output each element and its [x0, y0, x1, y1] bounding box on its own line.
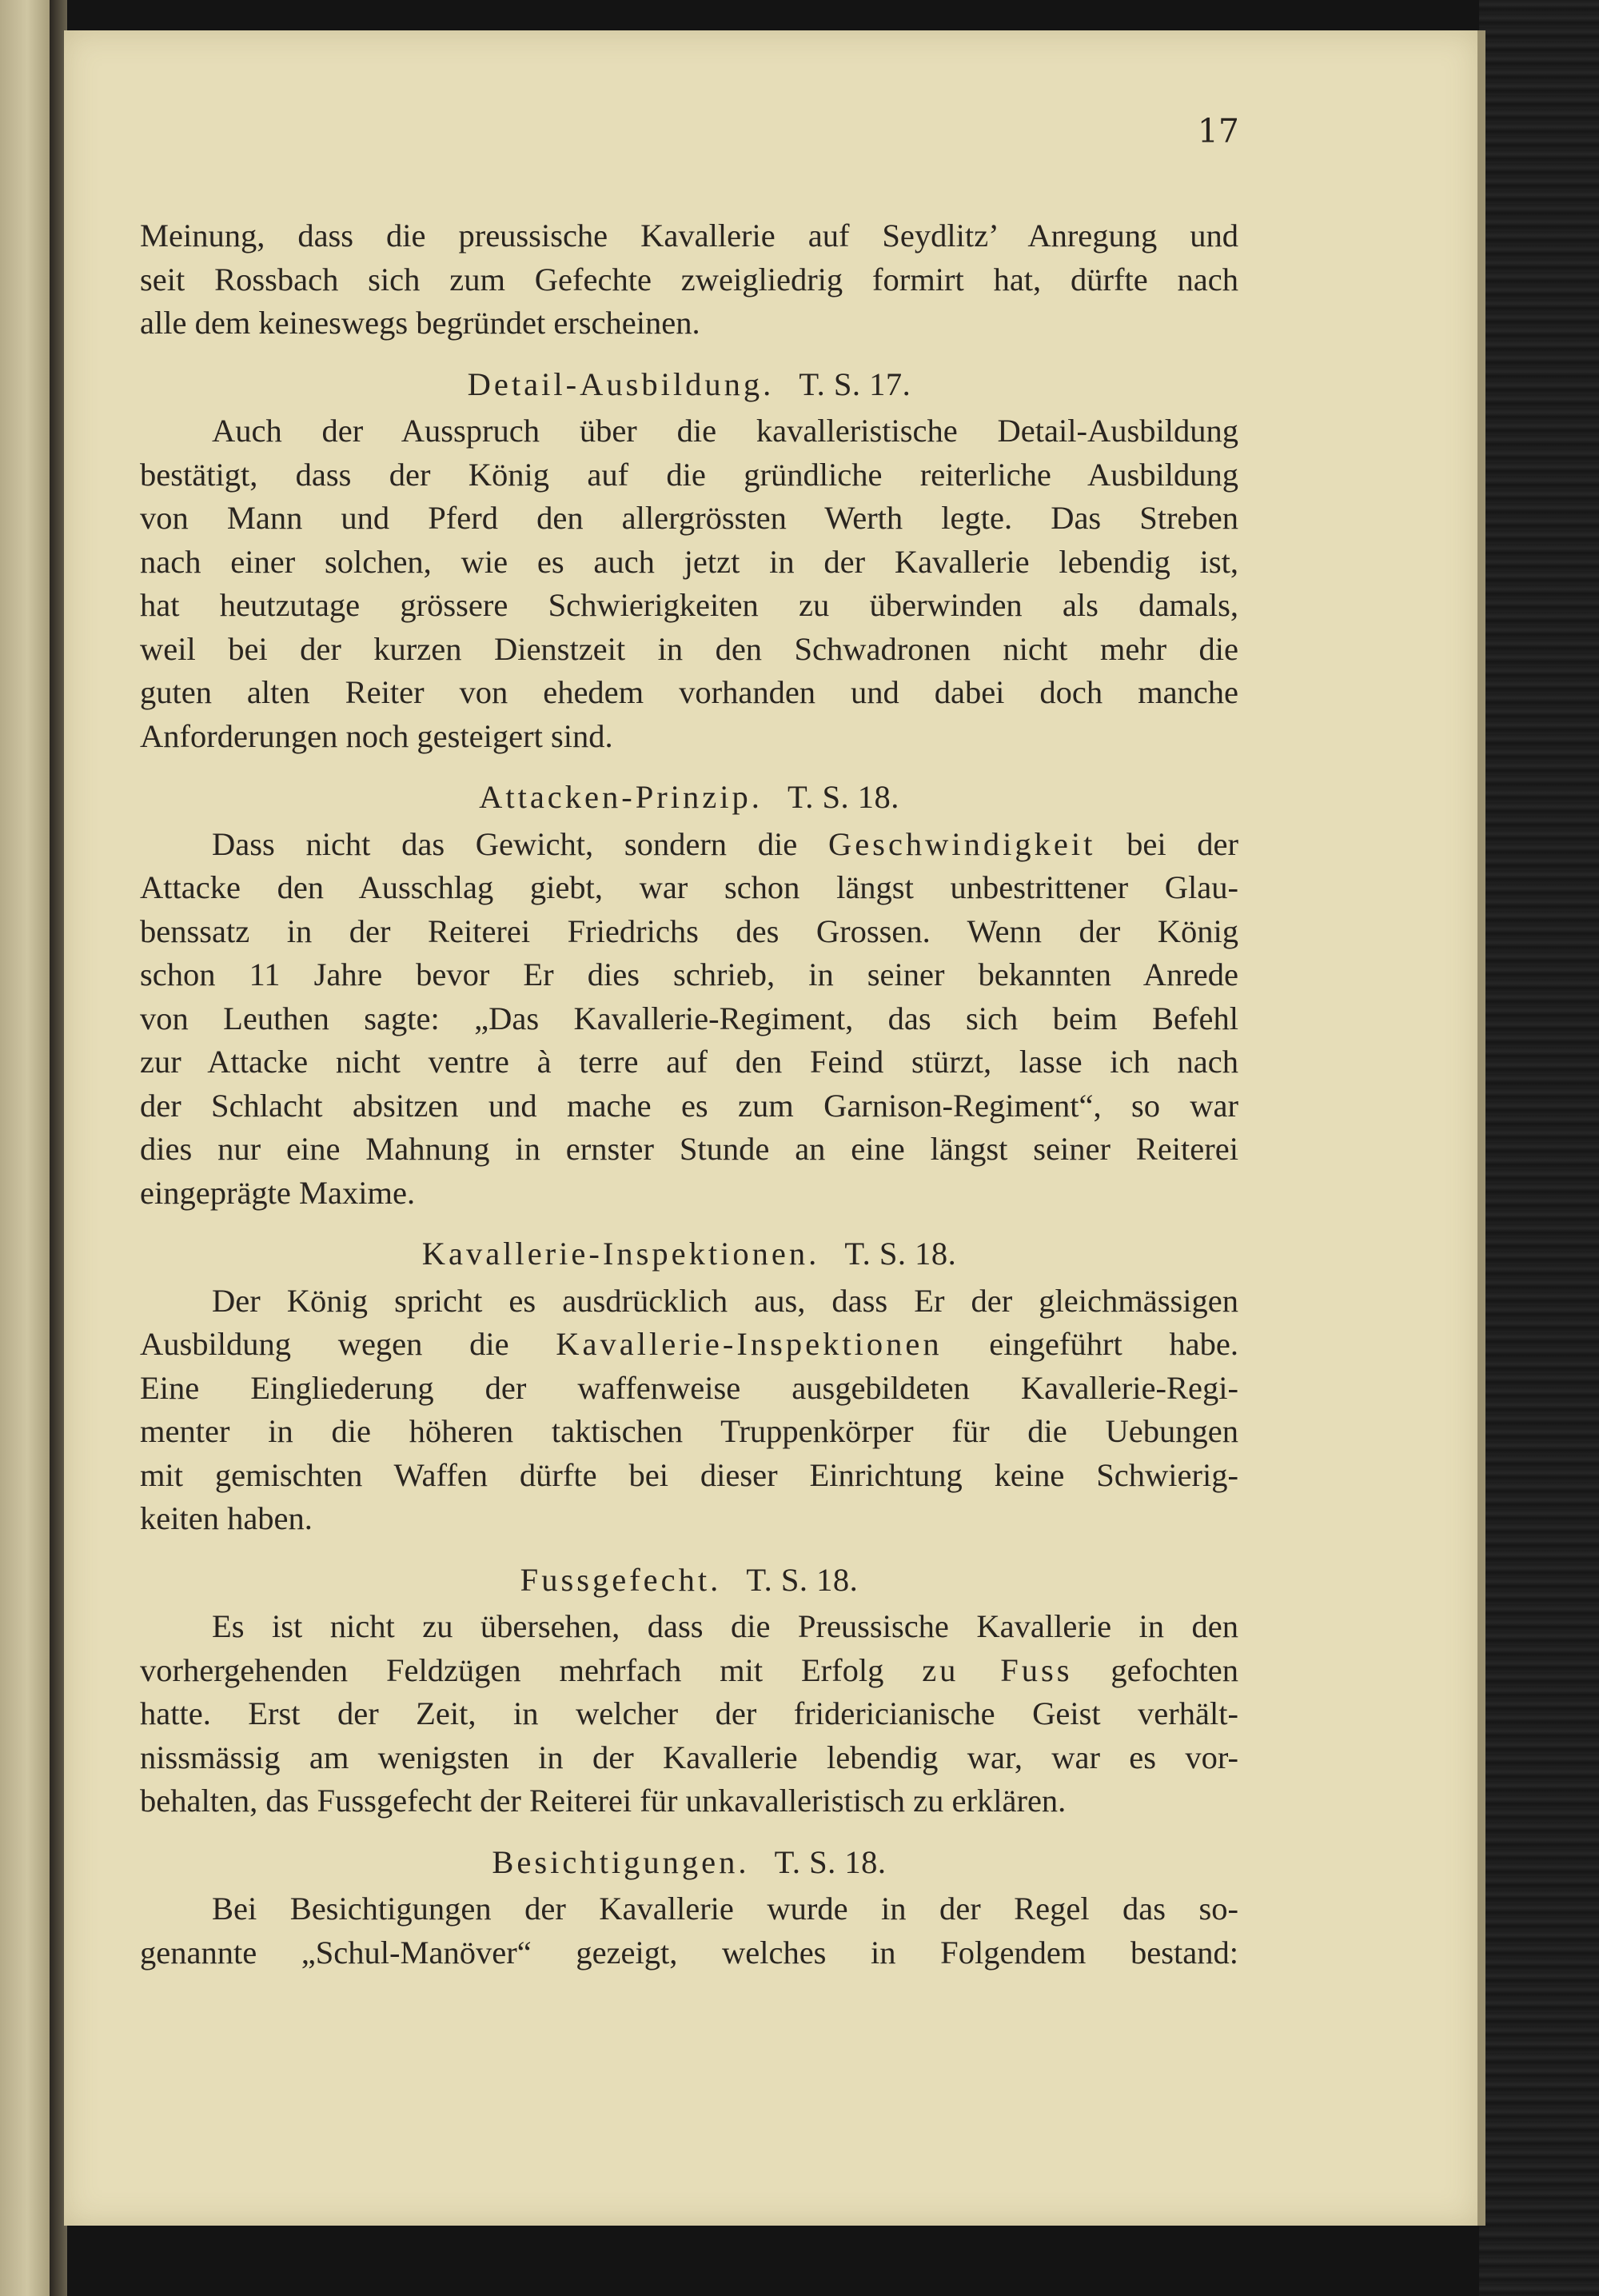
heading-title: Besichtigungen. [492, 1843, 750, 1880]
text-run: Dass nicht das Gewicht, sondern die [212, 825, 798, 862]
text-line: zur Attacke nicht ventre à terre auf den Feind stürzt, lasse ich nach [140, 1044, 1238, 1080]
text-run: bei der [1126, 825, 1238, 862]
text-line: Eine Eingliederung der waffenweise ausgebildeten Kavallerie-Regi- [140, 1369, 1238, 1406]
text-run: vorhergehenden Feldzügen mehrfach mit Erfolg [140, 1651, 884, 1688]
text-line: alle dem keineswegs begründet erscheinen. [140, 305, 700, 341]
heading-title: Kavallerie-Inspektionen. [421, 1236, 820, 1272]
text-line: Bei Besichtigungen der Kavallerie wurde in der Regel das so- [212, 1891, 1238, 1927]
text-line: nissmässig am wenigsten in der Kavallerie lebendig war, war es vor- [140, 1739, 1238, 1775]
text-line: Es ist nicht zu übersehen, dass die Preussische Kavallerie in den [212, 1608, 1238, 1644]
heading-reference: T. S. 18. [788, 779, 899, 815]
heading-reference: T. S. 17. [799, 365, 911, 402]
emphasized-text: zu Fuss [922, 1651, 1073, 1688]
text-line [140, 823, 1238, 867]
text-line: Auch der Ausspruch über die kavalleristische Detail-Ausbildung [212, 413, 1238, 449]
text-line: guten alten Reiter von ehedem vorhanden und dabei doch manche [140, 674, 1238, 710]
section-detail-ausbildung [140, 363, 1238, 759]
text-run: eingeführt habe. [989, 1326, 1238, 1362]
section-heading [140, 1559, 1238, 1603]
text-line: hat heutzutage grössere Schwierigkeiten zu überwinden als damals, [140, 587, 1238, 623]
emphasized-text: Kavallerie-Inspektionen [556, 1326, 943, 1362]
text-line: der Schlacht absitzen und mache es zum Garnison-Regiment“, so war [140, 1087, 1238, 1124]
text-line: benssatz in der Reiterei Friedrichs des Grossen. Wenn der König [140, 912, 1238, 949]
book-binding [1479, 0, 1599, 2296]
intro-paragraph [140, 214, 1238, 345]
text-line: bestätigt, dass der König auf die gründliche reiterliche Ausbildung [140, 456, 1238, 493]
text-line: Der König spricht es ausdrücklich aus, dass Er der gleichmässigen [212, 1282, 1238, 1319]
text-line: Anforderungen noch gesteigert sind. [140, 717, 613, 754]
text-line: mit gemischten Waffen dürfte bei dieser Einrichtung keine Schwierig- [140, 1456, 1238, 1493]
section-fussgefecht [140, 1559, 1238, 1823]
text-line: weil bei der kurzen Dienstzeit in den Schwadronen nicht mehr die [140, 630, 1238, 667]
text-line: von Mann und Pferd den allergrössten Werth legte. Das Streben [140, 500, 1238, 536]
text-line: genannte „Schul-Manöver“ gezeigt, welches in Folgendem bestand: [140, 1934, 1238, 1971]
text-line: hatte. Erst der Zeit, in welcher der fridericianische Geist verhält- [140, 1695, 1238, 1731]
emphasized-text: Geschwindigkeit [827, 825, 1096, 862]
section-kavallerie-inspektionen [140, 1232, 1238, 1541]
text-line: Meinung, dass die preussische Kavallerie auf Seydlitz’ Anregung und [140, 218, 1238, 254]
heading-reference: T. S. 18. [774, 1843, 887, 1880]
text-line [140, 1323, 1238, 1367]
text-line: behalten, das Fussgefecht der Reiterei für unkavalleristisch zu erklären. [140, 1783, 1067, 1819]
text-line: Attacke den Ausschlag giebt, war schon längst unbestrittener Glau- [140, 869, 1238, 905]
text-line: nach einer solchen, wie es auch jetzt in der Kavallerie lebendig ist, [140, 543, 1238, 580]
heading-title: Fussgefecht. [520, 1561, 722, 1598]
heading-title: Detail-Ausbildung. [467, 365, 775, 402]
text-line: dies nur eine Mahnung in ernster Stunde an eine längst seiner Reiterei [140, 1131, 1238, 1167]
section-heading [140, 363, 1238, 407]
heading-reference: T. S. 18. [746, 1561, 859, 1598]
text-line [140, 1649, 1238, 1693]
section-heading [140, 776, 1238, 820]
section-heading [140, 1841, 1238, 1885]
text-line: keiten haben. [140, 1500, 313, 1536]
heading-reference: T. S. 18. [844, 1236, 957, 1272]
page-number: 17 [1197, 112, 1239, 150]
section-besichtigungen [140, 1841, 1238, 1975]
page-body [140, 214, 1238, 1975]
left-page-edge [0, 0, 50, 2296]
text-line: schon 11 Jahre bevor Er dies schrieb, in seiner bekannten Anrede [140, 956, 1238, 992]
text-run: gefochten [1111, 1651, 1238, 1688]
text-line: von Leuthen sagte: „Das Kavallerie-Regiment, das sich beim Befehl [140, 1000, 1238, 1036]
section-attacken-prinzip [140, 776, 1238, 1215]
text-line: eingeprägte Maxime. [140, 1174, 416, 1211]
text-line: seit Rossbach sich zum Gefechte zweigliedrig formirt hat, dürfte nach [140, 261, 1238, 297]
text-run: Ausbildung wegen die [140, 1326, 509, 1362]
heading-title: Attacken-Prinzip. [479, 779, 763, 815]
text-line: menter in die höheren taktischen Truppenkörper für die Uebungen [140, 1413, 1238, 1449]
section-heading [140, 1232, 1238, 1276]
page-fore-edge [1477, 30, 1485, 2226]
